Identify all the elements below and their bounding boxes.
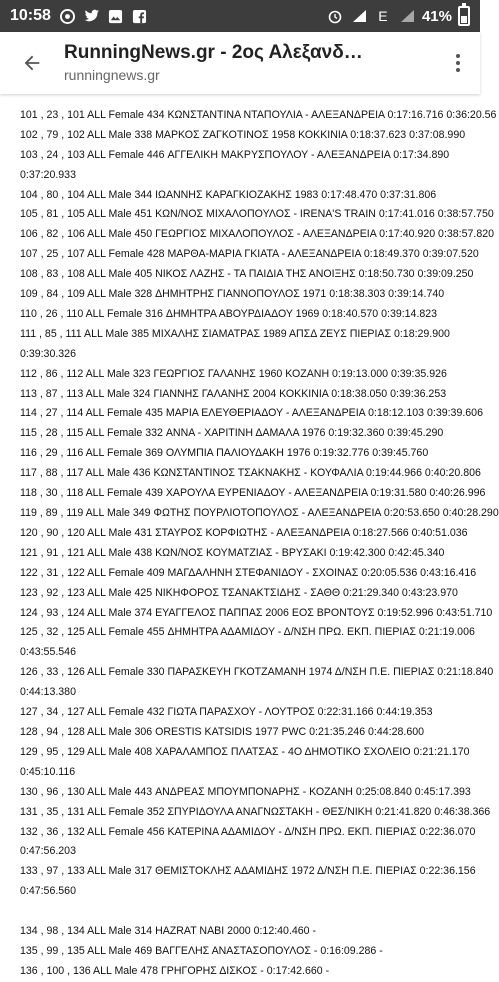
arrow-left-icon (21, 52, 43, 74)
result-line: 0:47:56.560 (20, 885, 76, 898)
result-line: 0:45:10.116 (20, 765, 76, 778)
result-line: 136 , 100 , 136 ALL Male 478 ΓΡΗΓΟΡΗΣ ΔΙΣΚΟΣ - 0:17:42.660 - (20, 964, 330, 977)
result-line: 127 , 34 , 127 ALL Female 432 ΓΙΩΤΑ ΠΑΡΑΣΧΟΥ - ΛΟΥΤΡΟΣ 0:22:31.166 0:44:19.353 (20, 706, 433, 719)
result-line: 110 , 26 , 110 ALL Female 316 ΔΗΜΗΤΡΑ ΑΒΟΥΡΔΙΑΔΟΥ 1969 0:18:40.570 0:39:14.823 (20, 307, 438, 320)
page-url: runningnews.gr (64, 67, 160, 83)
chrome-icon (59, 7, 77, 25)
result-line: 109 , 84 , 109 ALL Male 328 ΔΗΜΗΤΡΗΣ ΓΙΑΝΝΟΠΟΥΛΟΣ 1971 0:18:38.303 0:39:14.740 (20, 288, 445, 301)
result-line: 0:37:20.933 (20, 168, 76, 181)
status-bar (0, 0, 480, 32)
result-line: 0:39:30.326 (20, 347, 76, 360)
result-line: 101 , 23 , 101 ALL Female 434 ΚΩΝΣΤΑΝΤΙΝΑ ΝΤΑΠΟΥΛΙΑ - ΑΛΕΞΑΝΔΡΕΙΑ 0:17:16.716 0:36:20.56 (20, 108, 497, 121)
result-line: 119 , 89 , 119 ALL Male 349 ΦΩΤΗΣ ΠΟΥΡΛΙΟΤΟΠΟΥΛΟΣ - ΑΛΕΞΑΝΔΡΕΙΑ 0:20:53.650 0:40:28.290 (20, 507, 499, 520)
more-options-button[interactable] (436, 32, 480, 94)
result-line: 0:44:13.380 (20, 686, 76, 699)
result-line: 115 , 28 , 115 ALL Female 332 ΑΝΝΑ - ΧΑΡΙΤΙΝΗ ΔΑΜΑΛΑ 1976 0:19:32.360 0:39:45.290 (20, 427, 444, 440)
result-line: 112 , 86 , 112 ALL Male 323 ΓΕΩΡΓΙΟΣ ΓΑΛΑΝΗΣ 1960 ΚΟΖΑΝΗ 0:19:13.000 0:39:35.926 (20, 367, 447, 380)
battery-level (461, 16, 467, 23)
result-line: 128 , 94 , 128 ALL Male 306 ORESTIS KATSIDIS 1977 PWC 0:21:35.246 0:44:28.600 (20, 725, 424, 738)
result-line: 126 , 33 , 126 ALL Female 330 ΠΑΡΑΣΚΕΥΗ ΓΚΟΤΖΑΜΑΝΗ 1974 Δ/ΝΣΗ Π.Ε. ΠΙΕΡΙΑΣ 0:21:18.840 (20, 666, 494, 679)
battery-icon (458, 6, 470, 26)
results-list (0, 86, 499, 982)
facebook-icon (131, 7, 149, 25)
result-line: 102 , 79 , 102 ALL Male 338 ΜΑΡΚΟΣ ΖΑΓΚΟΤΙΝΟΣ 1958 ΚΟΚΚΙΝΙΑ 0:18:37.623 0:37:08.990 (20, 128, 466, 141)
result-line: 106 , 82 , 106 ALL Male 450 ΓΕΩΡΓΙΟΣ ΜΙΧΑΛΟΠΟΥΛΟΣ - ΑΛΕΞΑΝΔΡΕΙΑ 0:17:40.920 0:38:57.820 (20, 228, 495, 241)
result-line: 131 , 35 , 131 ALL Female 352 ΣΠΥΡΙΔΟΥΛΑ ΑΝΑΓΝΩΣΤΑΚΗ - ΘΕΣ/ΝΙΚΗ 0:21:41.820 0:46:38.366 (20, 805, 491, 818)
status-time: 10:58 (10, 7, 51, 24)
result-line: 104 , 80 , 104 ALL Male 344 ΙΩΑΝΝΗΣ ΚΑΡΑΓΚΙΟΖΑΚΗΣ 1983 0:17:48.470 0:37:31.806 (20, 188, 437, 201)
app-bar (0, 32, 480, 94)
status-right (326, 6, 470, 26)
page-title: RunningNews.gr - 2ος Αλεξανδ… (64, 42, 363, 63)
result-line: 125 , 32 , 125 ALL Female 455 ΔΗΜΗΤΡΑ ΑΔΑΜΙΔΟΥ - Δ/ΝΣΗ ΠΡΩ. ΕΚΠ. ΠΙΕΡΙΑΣ 0:21:19.006 (20, 626, 475, 639)
result-line: 135 , 99 , 135 ALL Male 469 ΒΑΓΓΕΛΗΣ ΑΝΑΣΤΑΣΟΠΟΥΛΟΣ - 0:16:09.286 - (20, 944, 383, 957)
result-line: 117 , 88 , 117 ALL Male 436 ΚΩΝΣΤΑΝΤΙΝΟΣ ΤΣΑΚΝΑΚΗΣ - ΚΟΥΦΑΛΙΑ 0:19:44.966 0:40:20.806 (20, 467, 481, 480)
result-line: 108 , 83 , 108 ALL Male 405 ΝΙΚΟΣ ΛΑΖΗΣ - ΤΑ ΠΑΙΔΙΑ ΤΗΣ ΑΝΟΙΞΗΣ 0:18:50.730 0:39:09.250 (20, 268, 474, 281)
twitter-icon (83, 7, 101, 25)
result-line: 116 , 29 , 116 ALL Female 369 ΟΛΥΜΠΙΑ ΠΑΛΙΟΥΔΑΚΗ 1976 0:19:32.776 0:39:45.760 (20, 447, 429, 460)
result-line: 129 , 95 , 129 ALL Male 408 ΧΑΡΑΛΑΜΠΟΣ ΠΛΑΤΣΑΣ - 4Ο ΔΗΜΟΤΙΚΟ ΣΧΟΛΕΙΟ 0:21:21.170 (20, 745, 470, 758)
result-line: 130 , 96 , 130 ALL Male 443 ΑΝΔΡΕΑΣ ΜΠΟΥΜΠΟΝΑΡΗΣ - ΚΟΖΑΝΗ 0:25:08.840 0:45:17.393 (20, 785, 471, 798)
signal-icon (398, 7, 416, 25)
result-line: 113 , 87 , 113 ALL Male 324 ΓΙΑΝΝΗΣ ΓΑΛΑΝΗΣ 2004 ΚΟΚΚΙΝΙΑ 0:18:38.050 0:39:36.253 (20, 387, 447, 400)
result-line: 0:47:56.203 (20, 845, 76, 858)
result-line: 124 , 93 , 124 ALL Male 374 ΕΥΑΓΓΕΛΟΣ ΠΑΠΠΑΣ 2006 ΕΟΣ ΒΡΟΝΤΟΥΣ 0:19:52.996 0:43:51.710 (20, 606, 493, 619)
result-line: 132 , 36 , 132 ALL Female 456 ΚΑΤΕΡΙΝΑ ΑΔΑΜΙΔΟΥ - Δ/ΝΣΗ ΠΡΩ. ΕΚΠ. ΠΙΕΡΙΑΣ 0:22:36.070 (20, 825, 476, 838)
result-line: 111 , 85 , 111 ALL Male 385 ΜΙΧΑΛΗΣ ΣΙΑΜΑΤΡΑΣ 1989 ΑΠΣΔ ΖΕΥΣ ΠΙΕΡΙΑΣ 0:18:29.900 (20, 327, 450, 340)
alarm-icon (326, 7, 344, 25)
network-type-label: E (378, 8, 388, 24)
page-title-block (64, 41, 436, 85)
more-vertical-icon (456, 54, 460, 72)
page-content[interactable] (0, 94, 499, 977)
blank-line (20, 902, 480, 922)
result-line: 122 , 31 , 122 ALL Female 409 ΜΑΓΔΑΛΗΝΗ ΣΤΕΦΑΝΙΔΟΥ - ΣΧΟΙΝΑΣ 0:20:05.536 0:43:16.416 (20, 566, 477, 579)
result-line: 123 , 92 , 123 ALL Male 425 ΝΙΚΗΦΟΡΟΣ ΤΣΑΝΑΚΤΣΙΔΗΣ - ΣΑΘΘ 0:21:29.340 0:43:23.970 (20, 586, 458, 599)
result-line: 103 , 24 , 103 ALL Female 446 ΑΓΓΕΛΙΚΗ ΜΑΚΡΥΣΠΟΥΛΟΥ - ΑΛΕΞΑΝΔΡΕΙΑ 0:17:34.890 (20, 148, 450, 161)
result-line: 114 , 27 , 114 ALL Female 435 ΜΑΡΙΑ ΕΛΕΥΘΕΡΙΑΔΟΥ - ΑΛΕΞΑΝΔΡΕΙΑ 0:18:12.103 0:39:39.606 (20, 407, 483, 420)
result-line: 107 , 25 , 107 ALL Female 428 ΜΑΡΘΑ-ΜΑΡΙΑ ΓΚΙΑΤΑ - ΑΛΕΞΑΝΔΡΕΙΑ 0:18:49.370 0:39:07.520 (20, 248, 479, 261)
notification-icons (59, 7, 149, 25)
result-line: 133 , 97 , 133 ALL Male 317 ΘΕΜΙΣΤΟΚΛΗΣ ΑΔΑΜΙΔΗΣ 1972 Δ/ΝΣΗ Π.Ε. ΠΙΕΡΙΑΣ 0:22:36.156 (20, 865, 476, 878)
battery-percent: 41% (421, 7, 452, 25)
result-line: 0:43:55.546 (20, 646, 76, 659)
result-line: 105 , 81 , 105 ALL Male 451 ΚΩΝ/ΝΟΣ ΜΙΧΑΛΟΠΟΥΛΟΣ - IRENA'S TRAIN 0:17:41.016 0:38:57.750 (20, 208, 494, 221)
result-line: 118 , 30 , 118 ALL Female 439 ΧΑΡΟΥΛΑ ΕΥΡΕΝΙΑΔΟΥ - ΑΛΕΞΑΝΔΡΕΙΑ 0:19:31.580 0:40:26.996 (20, 487, 486, 500)
back-button[interactable] (0, 32, 64, 94)
result-line: 121 , 91 , 121 ALL Male 438 ΚΩΝ/ΝΟΣ ΚΟΥΜΑΤΖΙΑΣ - ΒΡΥΣΑΚΙ 0:19:42.300 0:42:45.340 (20, 546, 445, 559)
result-line: 120 , 90 , 120 ALL Male 431 ΣΤΑΥΡΟΣ ΚΟΡΦΙΩΤΗΣ - ΑΛΕΞΑΝΔΡΕΙΑ 0:18:27.566 0:40:51.036 (20, 526, 468, 539)
result-line: 134 , 98 , 134 ALL Male 314 HAZRAT NABI 2000 0:12:40.460 - (20, 925, 317, 938)
gallery-icon (107, 7, 125, 25)
signal-icon (350, 7, 368, 25)
